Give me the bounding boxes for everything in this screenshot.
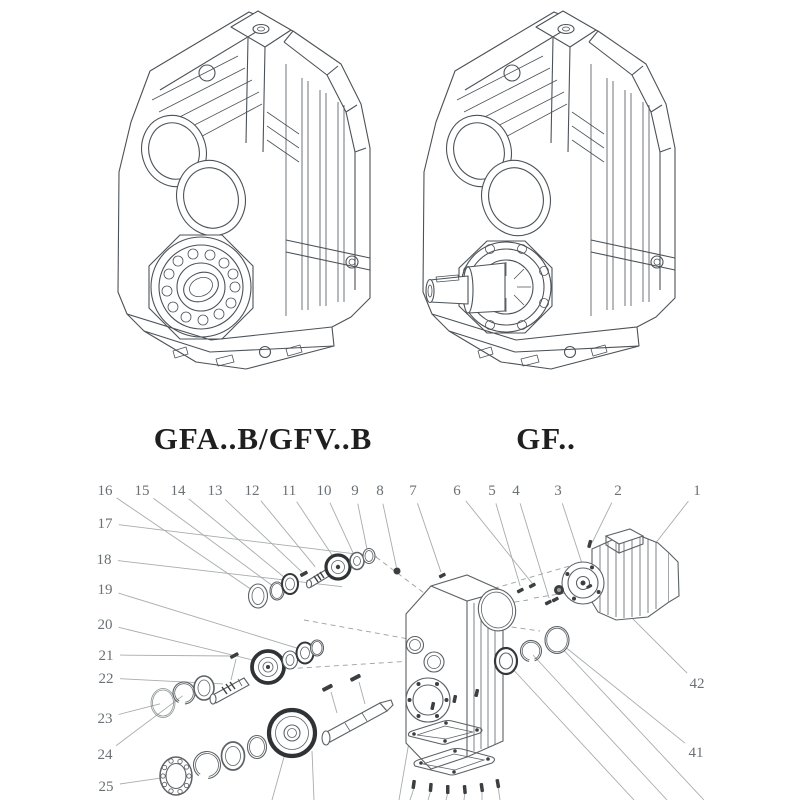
callout-number-13: 13	[207, 483, 223, 499]
cover-bolts	[411, 779, 500, 794]
callout-number-25: 25	[98, 779, 114, 795]
leader-line-15	[153, 498, 274, 587]
housing-ribs	[572, 64, 649, 316]
key	[322, 683, 334, 692]
callout-number-16: 16	[97, 483, 113, 499]
leader-line-41	[561, 644, 685, 743]
callout-number-20: 20	[97, 617, 113, 633]
intermediate-shaft-parts	[151, 640, 324, 718]
hollow-shaft-bearing	[149, 235, 253, 339]
callout-number-11: 11	[281, 483, 297, 499]
callout-number-1: 1	[693, 483, 701, 499]
callout-number-3: 3	[554, 483, 562, 499]
leader-line-6	[466, 501, 534, 586]
leader-line-8	[383, 504, 397, 567]
leader-line-9	[358, 504, 368, 551]
motor	[562, 529, 679, 620]
callout-number-15: 15	[134, 483, 150, 499]
callout-number-21: 21	[98, 648, 114, 664]
callout-number-6: 6	[453, 483, 461, 499]
leader-line-12	[261, 501, 315, 567]
callout-number-24: 24	[97, 747, 113, 763]
callout-number-41: 41	[688, 745, 704, 761]
callout-number-7: 7	[409, 483, 417, 499]
input-bores	[437, 107, 560, 245]
output-shaft	[426, 263, 505, 313]
callout-number-19: 19	[97, 582, 113, 598]
label-gf: GF..	[516, 421, 576, 456]
leader-line-11	[297, 502, 337, 562]
leader-line-13	[225, 500, 302, 572]
key	[230, 652, 240, 659]
callout-number-23: 23	[97, 711, 113, 727]
leader-line-20	[119, 627, 267, 663]
callout-number-2: 2	[614, 483, 622, 499]
callout-number-9: 9	[351, 483, 359, 499]
callout-number-4: 4	[512, 483, 520, 499]
leader-line-19	[118, 593, 300, 649]
callout-number-42: 42	[689, 676, 705, 692]
callout-number-14: 14	[170, 483, 186, 499]
leader-line-7	[418, 503, 442, 572]
lifting-hole	[504, 65, 520, 81]
callout-number-5: 5	[488, 483, 496, 499]
output-shaft	[323, 703, 387, 742]
callout-number-22: 22	[98, 671, 114, 687]
leader-line-17	[119, 525, 377, 557]
callout-layer	[97, 483, 705, 795]
input-bores	[132, 107, 255, 245]
leader-line-5	[496, 503, 520, 586]
exploded-parts	[151, 529, 679, 795]
lifting-hole	[199, 65, 215, 81]
leader-line-10	[330, 503, 355, 557]
leader-line-24	[116, 696, 182, 746]
callout-number-8: 8	[376, 483, 384, 499]
motor-bolt	[587, 540, 592, 549]
key	[350, 673, 362, 682]
housing-ribs	[267, 64, 344, 316]
callout-number-18: 18	[96, 552, 112, 568]
leader-line-16	[117, 498, 256, 592]
gearbox-drawing-hollow-shaft	[118, 11, 370, 369]
callout-number-12: 12	[244, 483, 260, 499]
label-gfab-gfvb: GFA..B/GFV..B	[153, 421, 373, 456]
leader-line-21	[120, 655, 232, 656]
output-bearing-rings	[495, 627, 569, 675]
gearbox-drawing-solid-shaft	[423, 11, 675, 369]
callout-number-10: 10	[316, 483, 332, 499]
callout-number-17: 17	[97, 516, 113, 532]
